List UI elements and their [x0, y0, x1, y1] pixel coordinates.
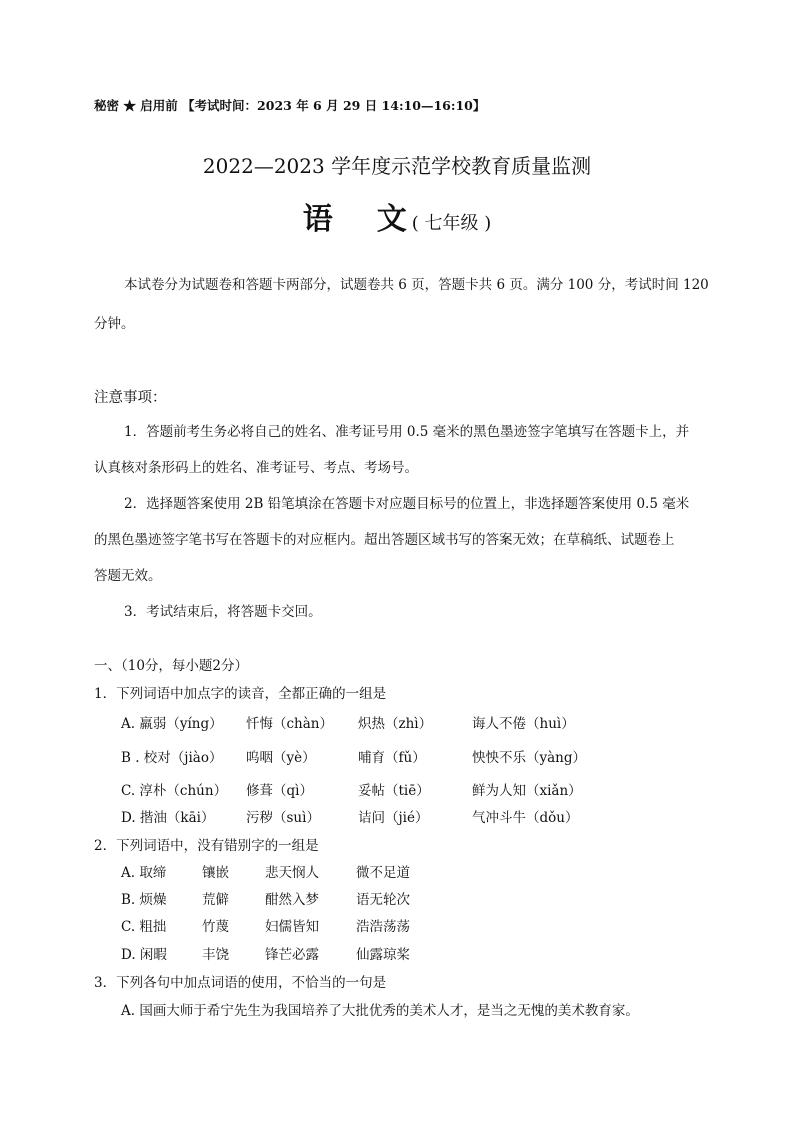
notice-item-1-line-1: 1．答题前考生务必将自己的姓名、准考证号用 0.5 毫米的黑色墨迹签字笔填写在答题卡上，并 — [124, 424, 690, 440]
q2-option-c-word-1: C. 粗拙 — [121, 919, 167, 935]
subject-heading — [0, 194, 794, 238]
q2-option-b-word-3: 酣然入梦 — [265, 892, 319, 908]
question-2-stem: 2．下列词语中，没有错别字的一组是 — [94, 838, 319, 854]
q1-option-c-word-4: 鲜为人知（xiǎn） — [472, 783, 582, 799]
q2-option-d-word-4: 仙露琼桨 — [356, 947, 410, 963]
q2-option-b-word-4: 语无轮次 — [356, 892, 410, 908]
notice-item-2-line-1: 2．选择题答案使用 2B 铅笔填涂在答题卡对应题目标号的位置上，非选择题答案使用 0.5 毫米 — [124, 496, 690, 512]
intro-line-2: 分钟。 — [94, 316, 135, 332]
q1-option-b-word-1: B . 校对（jiào） — [121, 750, 223, 766]
q1-option-a-word-1: A. 羸弱（yíng） — [121, 716, 223, 732]
q2-option-a-word-2: 镶嵌 — [202, 865, 229, 881]
confidential-exam-time-line: 秘密 ★ 启用前 【考试时间：2023 年 6 月 29 日 14:10—16:10】 — [94, 98, 486, 113]
q2-option-d-word-1: D. 闲暇 — [121, 947, 167, 963]
exam-title: 2022—2023 学年度示范学校教育质量监测 — [202, 154, 592, 178]
q2-option-a-word-4: 微不足道 — [356, 865, 410, 881]
subject-char-2: 文 — [376, 202, 407, 237]
q1-option-b-word-4: 怏怏不乐（yàng） — [472, 750, 587, 766]
subject-char-1: 语 — [302, 202, 333, 237]
q2-option-c-word-4: 浩浩荡荡 — [356, 919, 410, 935]
q1-option-c-word-2: 修葺（qì） — [246, 783, 313, 799]
q2-option-a-word-1: A. 取缔 — [121, 865, 167, 881]
notice-item-3: 3．考试结束后，将答题卡交回。 — [124, 604, 322, 620]
q1-option-a-word-2: 忏悔（chàn） — [246, 716, 333, 732]
q3-option-a: A. 国画大师于希宁先生为我国培养了大批优秀的美术人才，是当之无愧的美术教育家。 — [121, 1003, 639, 1019]
notice-item-1-line-2: 认真核对条形码上的姓名、准考证号、考点、考场号。 — [94, 460, 418, 476]
q1-option-c-word-3: 妥帖（tiē） — [358, 783, 430, 799]
q2-option-d-word-3: 锋芒必露 — [265, 947, 319, 963]
q1-option-d-word-4: 气冲斗牛（dǒu） — [472, 810, 579, 826]
q2-option-b-word-1: B. 烦燥 — [121, 892, 167, 908]
q1-option-b-word-2: 呜咽（yè） — [246, 750, 316, 766]
q1-option-c-word-1: C. 淳朴（chún） — [121, 783, 228, 799]
section-1-title: 一、（10分，每小题2分） — [94, 658, 249, 674]
q2-option-d-word-2: 丰饶 — [202, 947, 229, 963]
q2-option-a-word-3: 悲天悯人 — [265, 865, 319, 881]
q1-option-a-word-3: 炽热（zhì） — [358, 716, 433, 732]
q2-option-c-word-2: 竹蔑 — [202, 919, 229, 935]
notice-item-2-line-3: 答题无效。 — [94, 568, 162, 584]
q1-option-b-word-3: 哺育（fǔ） — [358, 750, 426, 766]
q1-option-d-word-2: 污秽（suì） — [246, 810, 320, 826]
notice-title: 注意事项： — [94, 390, 167, 406]
q1-option-a-word-4: 诲人不倦（huì） — [472, 716, 575, 732]
q1-option-d-word-1: D. 揩油（kāi） — [121, 810, 215, 826]
q2-option-b-word-2: 荒僻 — [202, 892, 229, 908]
q2-option-c-word-3: 妇儒皆知 — [265, 919, 319, 935]
intro-line-1: 本试卷分为试题卷和答题卡两部分，试题卷共 6 页，答题卡共 6 页。满分 100 分，考试时间 120 — [124, 277, 709, 293]
notice-item-2-line-2: 的黑色墨迹签字笔书写在答题卡的对应框内。超出答题区域书写的答案无效；在草稿纸、试题卷上 — [94, 532, 675, 548]
grade-label: ( 七年级 ) — [411, 213, 492, 234]
q1-option-d-word-3: 诘问（jié） — [358, 810, 429, 826]
question-1-stem: 1．下列词语中加点字的读音，全都正确的一组是 — [94, 686, 387, 702]
question-3-stem: 3．下列各句中加点词语的使用，不恰当的一句是 — [94, 975, 387, 991]
